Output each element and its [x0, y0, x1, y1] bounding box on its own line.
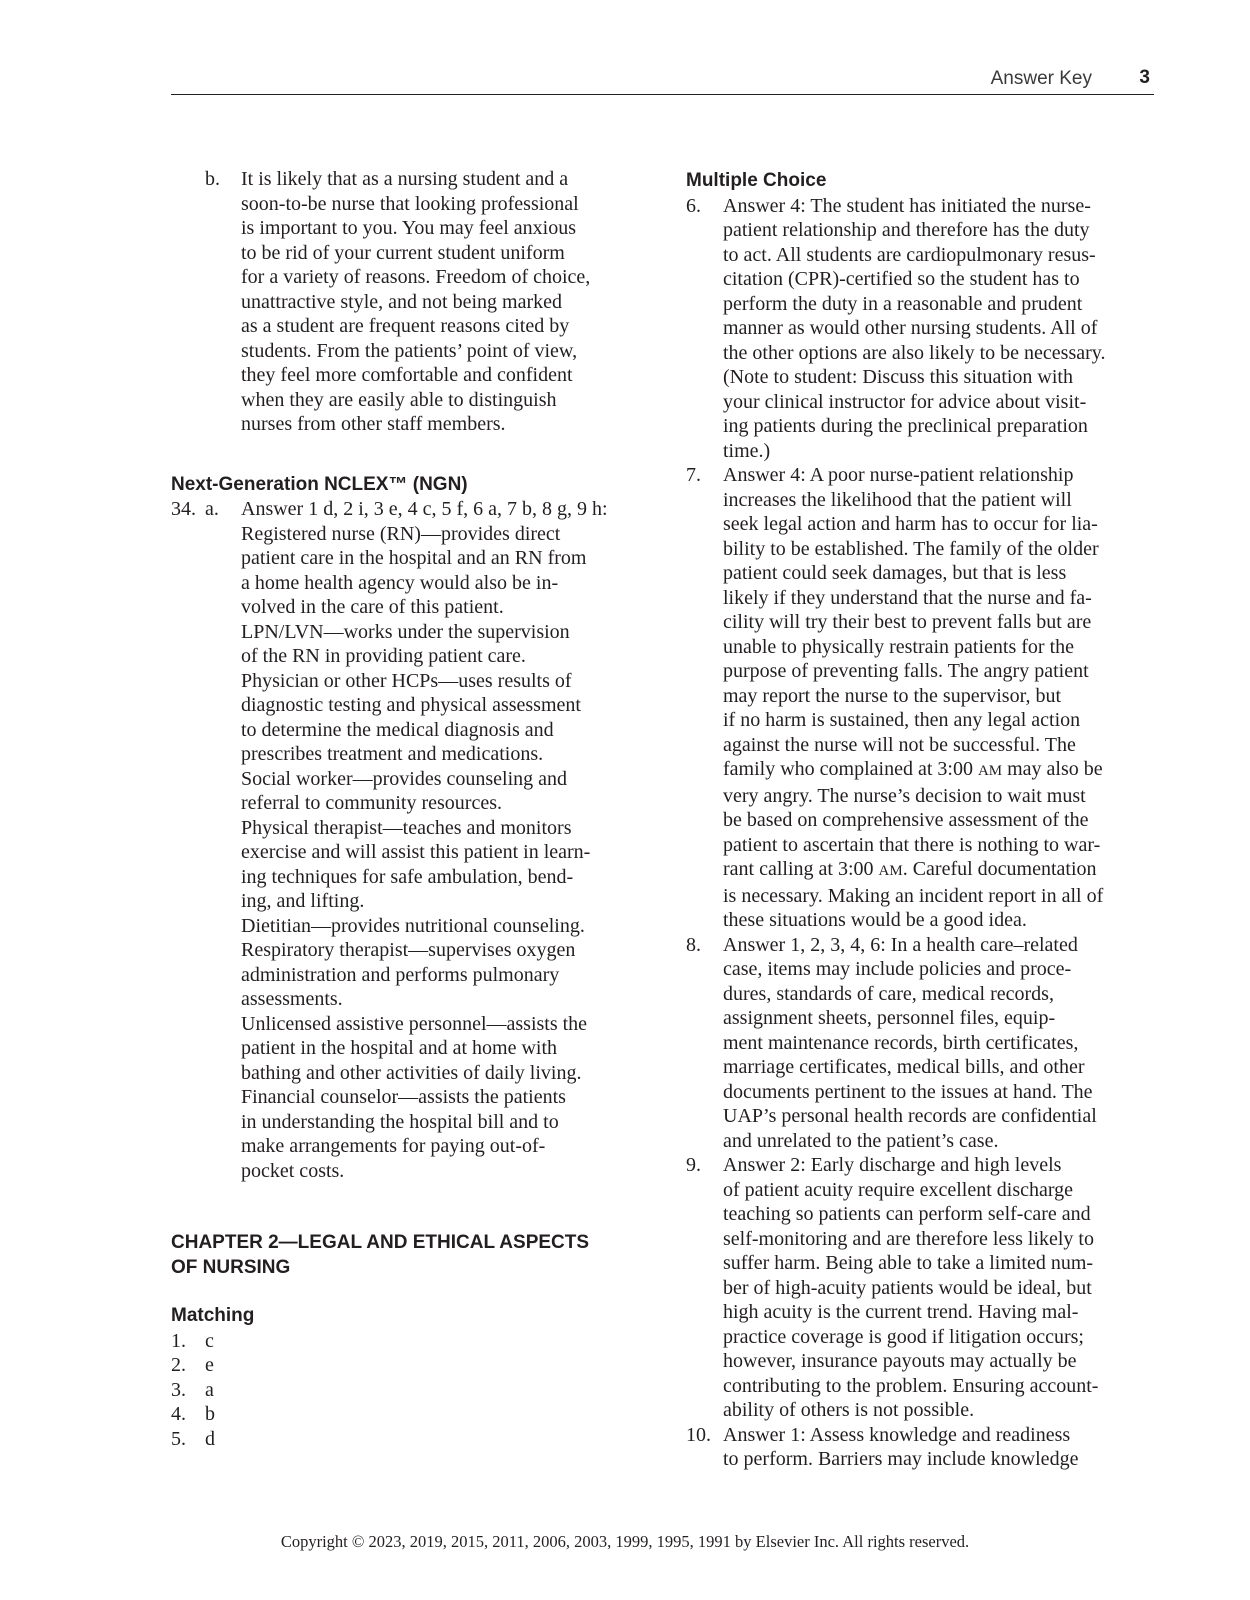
text-line: for a variety of reasons. Freedom of choice,	[241, 266, 591, 288]
text-line: practice coverage is good if litigation occurs;	[723, 1325, 1084, 1348]
matching-item	[171, 1378, 641, 1403]
section-heading-ngn: Next-Generation NCLEX™ (NGN)	[171, 473, 468, 495]
text-line: LPN/LVN—works under the supervision	[241, 620, 570, 643]
matching-item	[171, 1427, 641, 1452]
text-line: ment maintenance records, birth certificates,	[723, 1031, 1079, 1054]
section-heading-matching: Matching	[171, 1305, 255, 1326]
answer-item-8	[686, 933, 1156, 1154]
answer-text	[723, 933, 1156, 1154]
text-line: to act. All students are cardiopulmonary resus-	[723, 243, 1096, 266]
matching-item	[171, 1353, 641, 1378]
answer-text	[241, 497, 641, 1183]
text-line: make arrangements for paying out-of-	[241, 1135, 546, 1157]
answer-item-34	[171, 497, 641, 1183]
time-suffix: AM	[977, 763, 1003, 779]
text-line: these situations would be a good idea.	[723, 909, 1027, 931]
text-line: unable to physically restrain patients for the	[723, 635, 1075, 658]
text-line: Social worker—provides counseling and	[241, 767, 568, 790]
text-line: to perform. Barriers may include knowledge	[723, 1448, 1079, 1470]
text-line: a home health agency would also be in-	[241, 571, 559, 594]
text-line: as a student are frequent reasons cited by	[241, 315, 570, 337]
text-line: your clinical instructor for advice about visit-	[723, 390, 1087, 413]
text-line: Respiratory therapist—supervises oxygen	[241, 939, 576, 961]
text-line: suffer harm. Being able to take a limited num-	[723, 1252, 1094, 1274]
text-line: contributing to the problem. Ensuring account-	[723, 1374, 1099, 1397]
text-line: case, items may include policies and proce-	[723, 958, 1072, 980]
text-line: high acuity is the current trend. Having mal-	[723, 1301, 1079, 1323]
text-line: ability of others is not possible.	[723, 1399, 975, 1421]
text-line: Dietitian—provides nutritional counseling.	[241, 914, 585, 937]
text-line: Answer 1 d, 2 i, 3 e, 4 c, 5 f, 6 a, 7 b, 8 g, 9 h:	[241, 498, 608, 520]
text-line: to determine the medical diagnosis and	[241, 718, 554, 741]
text-line: marriage certificates, medical bills, and other	[723, 1056, 1085, 1078]
text-line: ing patients during the preclinical preparation	[723, 415, 1088, 437]
text-line: assessments.	[241, 988, 343, 1010]
text-line: citation (CPR)-certified so the student has to	[723, 268, 1080, 290]
text-line: Answer 4: A poor nurse-patient relationship	[723, 464, 1074, 486]
answer-text	[723, 194, 1156, 464]
text-line: patient could seek damages, but that is less	[723, 562, 1067, 584]
answer-item-7	[686, 463, 1156, 933]
answer-item-b	[171, 167, 641, 437]
text-line: manner as would other nursing students. All of	[723, 317, 1098, 339]
text-line: and unrelated to the patient’s case.	[723, 1129, 999, 1152]
text-line: nurses from other staff members.	[241, 413, 506, 435]
text-line: Answer 1: Assess knowledge and readiness	[723, 1423, 1071, 1446]
chapter-heading-line: CHAPTER 2—LEGAL AND ETHICAL ASPECTS	[171, 1232, 590, 1253]
text-line: rant calling at 3:00 AM. Careful documentation	[723, 858, 1097, 880]
text-line: increases the likelihood that the patient will	[723, 488, 1072, 511]
text-line: Financial counselor—assists the patients	[241, 1086, 566, 1108]
right-column	[686, 168, 1156, 1472]
text-line: administration and performs pulmonary	[241, 963, 560, 986]
text-line: ber of high-acuity patients would be ideal, but	[723, 1276, 1092, 1299]
text-line: time.)	[723, 439, 771, 462]
text-line: Physical therapist—teaches and monitors	[241, 816, 572, 839]
matching-item	[171, 1329, 641, 1354]
text-line: self-monitoring and are therefore less likely to	[723, 1227, 1094, 1250]
text-line: very angry. The nurse’s decision to wait must	[723, 784, 1086, 807]
text-line: soon-to-be nurse that looking professional	[241, 192, 579, 215]
text-line: Answer 4: The student has initiated the nurse-	[723, 194, 1091, 217]
answer-text	[723, 463, 1156, 933]
item-number: 34.	[171, 498, 196, 520]
item-number: 5.	[171, 1427, 186, 1450]
text-line: referral to community resources.	[241, 792, 503, 814]
text-line: patient care in the hospital and an RN from	[241, 547, 587, 569]
answer-text	[723, 1423, 1156, 1472]
item-number: 3.	[171, 1378, 186, 1401]
text-line: if no harm is sustained, then any legal action	[723, 709, 1081, 731]
text-line: cility will try their best to prevent falls but are	[723, 611, 1092, 633]
item-number: 4.	[171, 1403, 186, 1425]
chapter-heading-line: OF NURSING	[171, 1256, 291, 1278]
item-number: 2.	[171, 1354, 186, 1376]
text-line: prescribes treatment and medications.	[241, 743, 544, 765]
page-number: 3	[1139, 67, 1150, 88]
text-line: the other options are also likely to be necessary.	[723, 341, 1106, 364]
matching-list	[171, 1329, 641, 1452]
matching-answer: e	[205, 1354, 214, 1376]
text-line: students. From the patients’ point of view,	[241, 339, 578, 362]
text-line: bility to be established. The family of the older	[723, 537, 1099, 560]
matching-item	[171, 1402, 641, 1427]
text-line: perform the duty in a reasonable and prudent	[723, 292, 1083, 315]
page-header	[171, 64, 1154, 95]
text-line: is important to you. You may feel anxious	[241, 217, 576, 239]
text-line: likely if they understand that the nurse and fa-	[723, 586, 1092, 609]
text-line: patient to ascertain that there is nothing to war-	[723, 833, 1101, 856]
text-line: to be rid of your current student uniform	[241, 241, 565, 264]
section-heading-multiple-choice: Multiple Choice	[686, 170, 827, 191]
answer-item-6	[686, 194, 1156, 464]
item-number: 8.	[686, 933, 701, 956]
text-line: exercise and will assist this patient in learn-	[241, 841, 591, 863]
text-line: Answer 1, 2, 3, 4, 6: In a health care–related	[723, 933, 1078, 956]
text-line: Unlicensed assistive personnel—assists the	[241, 1012, 588, 1035]
text-line: Physician or other HCPs—uses results of	[241, 669, 572, 692]
text-line: documents pertinent to the issues at hand. The	[723, 1080, 1093, 1103]
answer-item-9	[686, 1153, 1156, 1423]
text-line: ing, and lifting.	[241, 890, 365, 912]
text-line: purpose of preventing falls. The angry patient	[723, 660, 1089, 682]
text-line: when they are easily able to distinguish	[241, 388, 557, 411]
text-line: ing techniques for safe ambulation, bend-	[241, 865, 574, 888]
text-line: of the RN in providing patient care.	[241, 645, 526, 667]
matching-answer: b	[205, 1403, 215, 1425]
running-header-title: Answer Key	[990, 68, 1092, 89]
answer-text	[723, 1153, 1156, 1423]
text-line: teaching so patients can perform self-care and	[723, 1203, 1091, 1225]
item-number: 7.	[686, 464, 701, 486]
text-line: bathing and other activities of daily living.	[241, 1061, 582, 1084]
item-letter: a.	[205, 498, 219, 520]
multiple-choice-list	[686, 194, 1156, 1472]
text-line: however, insurance payouts may actually be	[723, 1350, 1077, 1372]
item-number: 10.	[686, 1423, 711, 1446]
text-line: against the nurse will not be successful. The	[723, 733, 1076, 756]
copyright-footer: Copyright © 2023, 2019, 2015, 2011, 2006, 2003, 1999, 1995, 1991 by Elsevier Inc. All rights reserved.	[280, 1532, 970, 1551]
item-letter: b.	[205, 168, 220, 190]
text-line: pocket costs.	[241, 1159, 345, 1182]
text-line: assignment sheets, personnel files, equip-	[723, 1007, 1056, 1029]
text-line: is necessary. Making an incident report in all of	[723, 884, 1104, 907]
text-line: UAP’s personal health records are confidential	[723, 1105, 1097, 1127]
time-suffix: AM	[878, 863, 903, 879]
text-line: It is likely that as a nursing student and a	[241, 168, 569, 190]
left-column	[171, 168, 641, 1451]
text-line: Registered nurse (RN)—provides direct	[241, 522, 561, 545]
matching-answer: a	[205, 1378, 214, 1401]
text-line: dures, standards of care, medical records,	[723, 982, 1054, 1005]
chapter-heading	[171, 1231, 641, 1280]
matching-answer: c	[205, 1329, 214, 1352]
text-line: be based on comprehensive assessment of the	[723, 809, 1089, 831]
item-number: 6.	[686, 194, 701, 217]
text-line: volved in the care of this patient.	[241, 596, 504, 618]
item-number: 9.	[686, 1154, 701, 1176]
text-line: patient in the hospital and at home with	[241, 1037, 558, 1059]
item-number: 1.	[171, 1329, 186, 1352]
text-line: seek legal action and harm has to occur for lia-	[723, 513, 1098, 535]
text-line: unattractive style, and not being marked	[241, 290, 563, 313]
text-line: diagnostic testing and physical assessment	[241, 694, 581, 716]
text-line: family who complained at 3:00 AM may also be	[723, 758, 1103, 780]
answer-text	[241, 167, 641, 437]
answer-item-10	[686, 1423, 1156, 1472]
matching-answer: d	[205, 1427, 215, 1450]
text-line: patient relationship and therefore has the duty	[723, 219, 1090, 241]
text-line: they feel more comfortable and confident	[241, 364, 573, 386]
text-line: of patient acuity require excellent discharge	[723, 1178, 1074, 1201]
text-line: in understanding the hospital bill and to	[241, 1110, 559, 1133]
text-line: (Note to student: Discuss this situation with	[723, 366, 1073, 388]
text-line: may report the nurse to the supervisor, but	[723, 684, 1062, 707]
text-line: Answer 2: Early discharge and high levels	[723, 1154, 1062, 1176]
